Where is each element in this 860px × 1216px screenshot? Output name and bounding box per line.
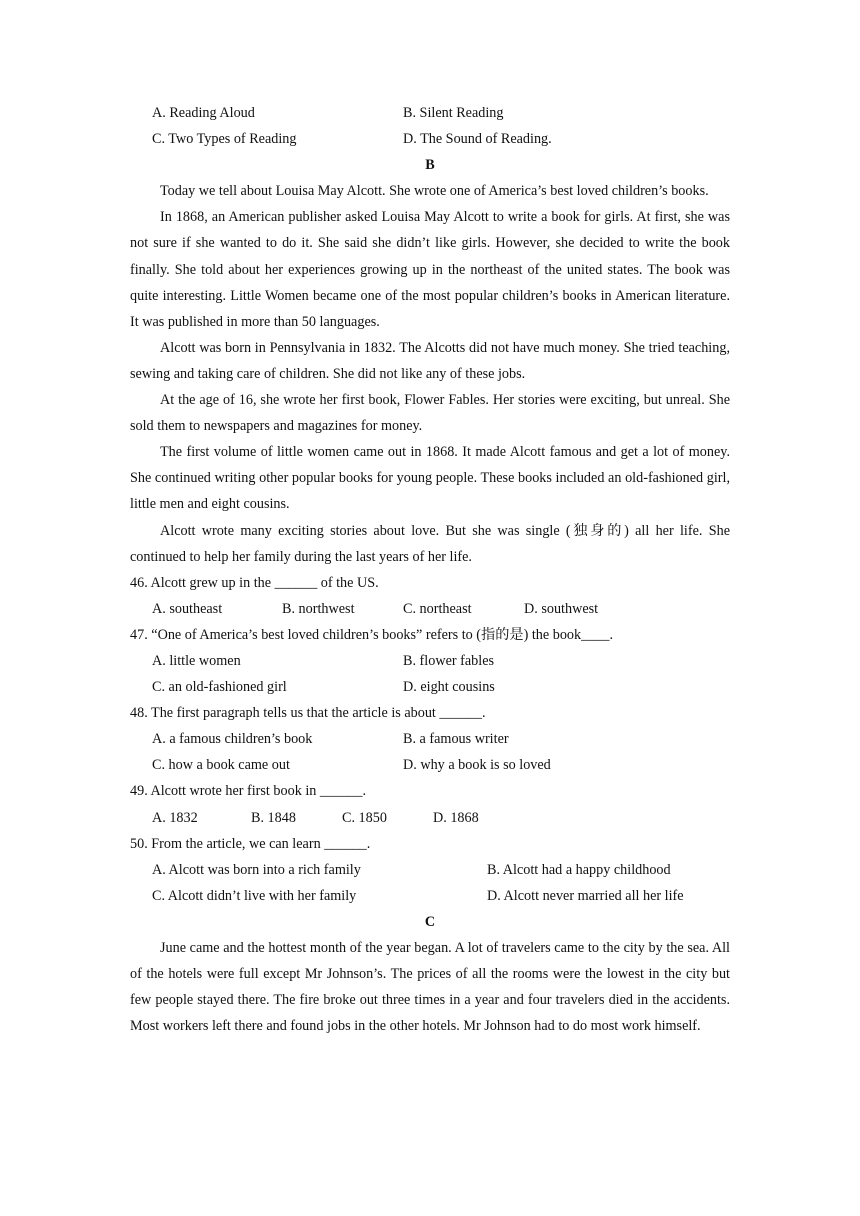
passage-paragraph: Alcott was born in Pennsylvania in 1832. The Alcotts did not have much money. She tried teaching, sewing and taking care of children. She did not like any of these jobs. bbox=[130, 339, 730, 382]
option-b: B. flower fables bbox=[403, 652, 495, 669]
passage-paragraph: Today we tell about Louisa May Alcott. She wrote one of America’s best loved children’s books. bbox=[160, 183, 709, 200]
option-row bbox=[130, 126, 730, 152]
option-row bbox=[130, 100, 730, 126]
question-stem: 48. The first paragraph tells us that the article is about ______. bbox=[130, 705, 486, 722]
option-row bbox=[130, 883, 730, 909]
option-a: A. 1832 bbox=[152, 809, 198, 826]
option-row bbox=[130, 596, 730, 622]
option-c: C. northeast bbox=[403, 600, 472, 617]
option-a: A. little women bbox=[152, 652, 241, 669]
option-a: A. Reading Aloud bbox=[152, 105, 255, 121]
option-c: C. Two Types of Reading bbox=[152, 131, 297, 148]
option-b: B. a famous writer bbox=[403, 731, 509, 748]
option-a: A. southeast bbox=[152, 600, 223, 617]
section-heading-c: C bbox=[424, 913, 436, 930]
passage-paragraph: In 1868, an American publisher asked Louisa May Alcott to write a book for girls. At first, she was not sure if she wanted to do it. She said she didn’t like girls. However, she decided to write the book finally. She told about her experiences growing up in the northeast of the united states. The book was quite interesting. Little Women became one of the most popular children’s books in American literature. It was published in more than 50 languages. bbox=[130, 209, 730, 330]
option-d: D. Alcott never married all her life bbox=[487, 887, 684, 904]
page-content bbox=[130, 100, 730, 1039]
passage-paragraph: June came and the hottest month of the year began. A lot of travelers came to the city by the sea. All of the hotels were full except Mr Johnson’s. The prices of all the rooms were the lowest in the city but few people stayed there. The fire broke out three times in a year and four travelers died in the accidents. Most workers left there and found jobs in the other hotels. Mr Johnson had to do most work himself. bbox=[130, 940, 730, 1035]
question-stem: 49. Alcott wrote her first book in ______. bbox=[130, 783, 367, 800]
option-c: C. 1850 bbox=[342, 809, 387, 826]
option-b: B. Alcott had a happy childhood bbox=[487, 861, 671, 878]
question-stem: 50. From the article, we can learn ______. bbox=[130, 835, 371, 852]
section-heading-b: B bbox=[425, 157, 435, 174]
passage-paragraph: The first volume of little women came out in 1868. It made Alcott famous and get a lot of money. She continued writing other popular books for young people. These books included an old-fashioned girl, little men and eight cousins. bbox=[130, 444, 730, 513]
option-d: D. The Sound of Reading. bbox=[403, 131, 552, 148]
option-b: B. 1848 bbox=[251, 809, 296, 826]
option-d: D. 1868 bbox=[433, 809, 479, 826]
option-d: D. eight cousins bbox=[403, 679, 495, 696]
option-c: C. how a book came out bbox=[152, 757, 290, 774]
question-stem: 47. “One of America’s best loved children’s books” refers to (指的是) the book____. bbox=[130, 626, 614, 643]
option-row bbox=[130, 648, 730, 674]
option-b: B. northwest bbox=[282, 600, 355, 617]
passage-paragraph: At the age of 16, she wrote her first book, Flower Fables. Her stories were exciting, but unreal. She sold them to newspapers and magazines for money. bbox=[130, 392, 730, 435]
question-stem: 46. Alcott grew up in the ______ of the US. bbox=[130, 574, 379, 591]
passage-paragraph: Alcott wrote many exciting stories about love. But she was single (独身的) all her life. She continued to help her family during the last years of her life. bbox=[130, 522, 730, 565]
option-d: D. southwest bbox=[524, 600, 599, 617]
option-row bbox=[130, 805, 730, 831]
option-a: A. a famous children’s book bbox=[152, 731, 313, 748]
option-c: C. Alcott didn’t live with her family bbox=[152, 887, 357, 904]
option-a: A. Alcott was born into a rich family bbox=[152, 861, 361, 878]
option-d: D. why a book is so loved bbox=[403, 757, 551, 774]
option-row bbox=[130, 726, 730, 752]
option-row bbox=[130, 674, 730, 700]
option-row bbox=[130, 752, 730, 778]
option-row bbox=[130, 857, 730, 883]
option-c: C. an old-fashioned girl bbox=[152, 679, 287, 696]
option-b: B. Silent Reading bbox=[403, 105, 504, 121]
